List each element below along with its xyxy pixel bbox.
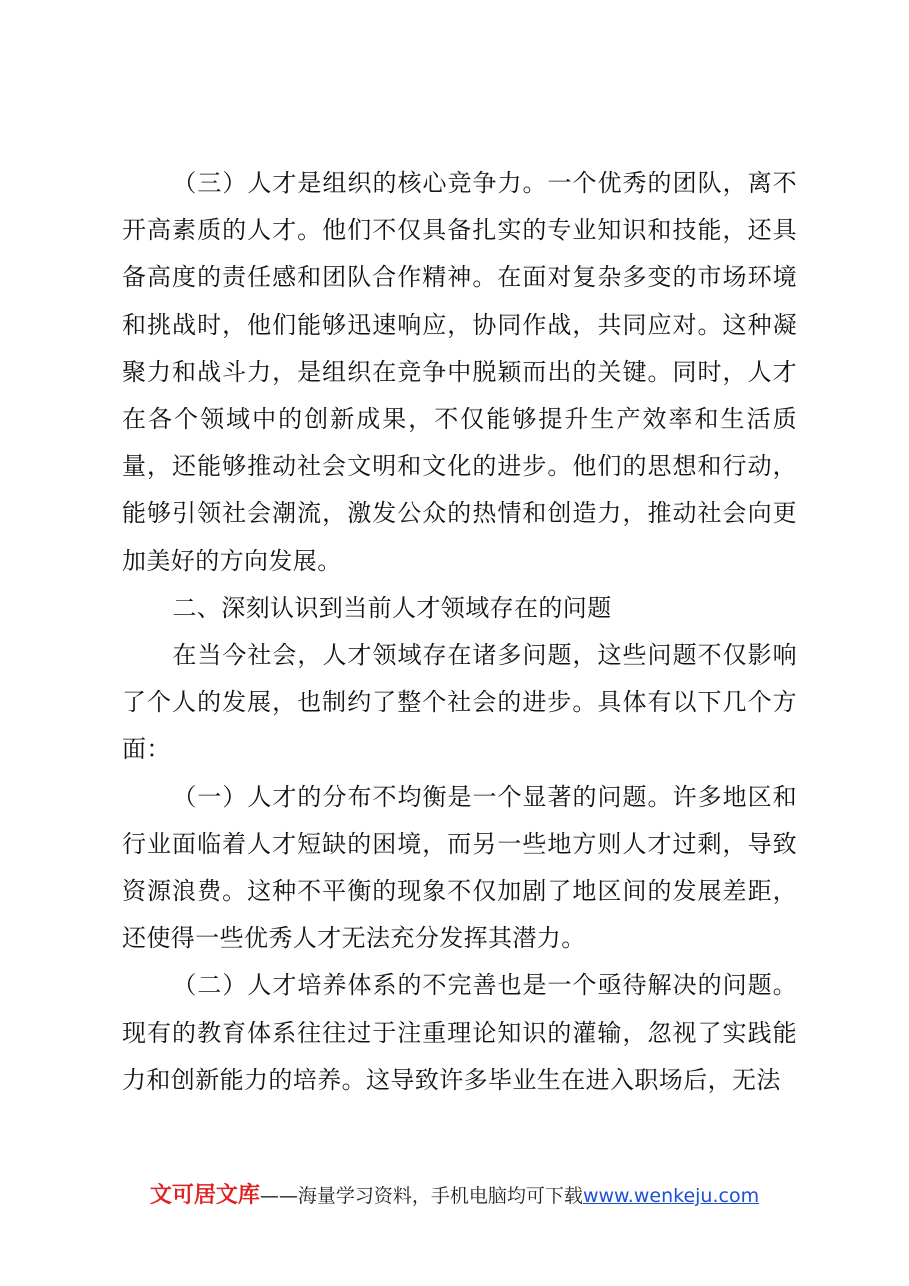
paragraph-training-system: （二）人才培养体系的不完善也是一个亟待解决的问题。现有的教育体系往往过于注重理论知识的灌输，忽视了实践能力和创新能力的培养。这导致许多毕业生在进入职场后，无法	[122, 971, 797, 1094]
paragraph-talent-core-competitiveness: （三）人才是组织的核心竞争力。一个优秀的团队，离不开高素质的人才。他们不仅具备扎实的专业知识和技能，还具备高度的责任感和团队合作精神。在面对复杂多变的市场环境和挑战时，他们能够迅速响应，协同作战，共同应对。这种凝聚力和战斗力，是组织在竞争中脱颖而出的关键。同时，人才在各个领域中的创新成果，不仅能够提升生产效率和生活质量，还能够推动社会文明和文化的进步。他们的思想和行动，能够引领社会潮流，激发公众的热情和创造力，推动社会向更加美好的方向发展。	[122, 169, 797, 575]
paragraph-uneven-distribution: （一）人才的分布不均衡是一个显著的问题。许多地区和行业面临着人才短缺的困境，而另一些地方则人才过剩，导致资源浪费。这种不平衡的现象不仅加剧了地区间的发展差距，还使得一些优秀人才无法充分发挥其潜力。	[122, 782, 797, 953]
paragraph-problems-intro: 在当今社会，人才领域存在诸多问题，这些问题不仅影响了个人的发展，也制约了整个社会的进步。具体有以下几个方面：	[122, 641, 797, 764]
footer-banner	[0, 1180, 909, 1212]
footer-tagline: ——海量学习资料，手机电脑均可下载	[259, 1185, 583, 1207]
footer-site-link[interactable]: www.wenkeju.com	[582, 1185, 760, 1207]
footer-brand: 文可居文库	[149, 1183, 260, 1208]
section-heading-talent-problems: 二、深刻认识到当前人才领域存在的问题	[172, 593, 612, 622]
document-body	[122, 160, 797, 1104]
